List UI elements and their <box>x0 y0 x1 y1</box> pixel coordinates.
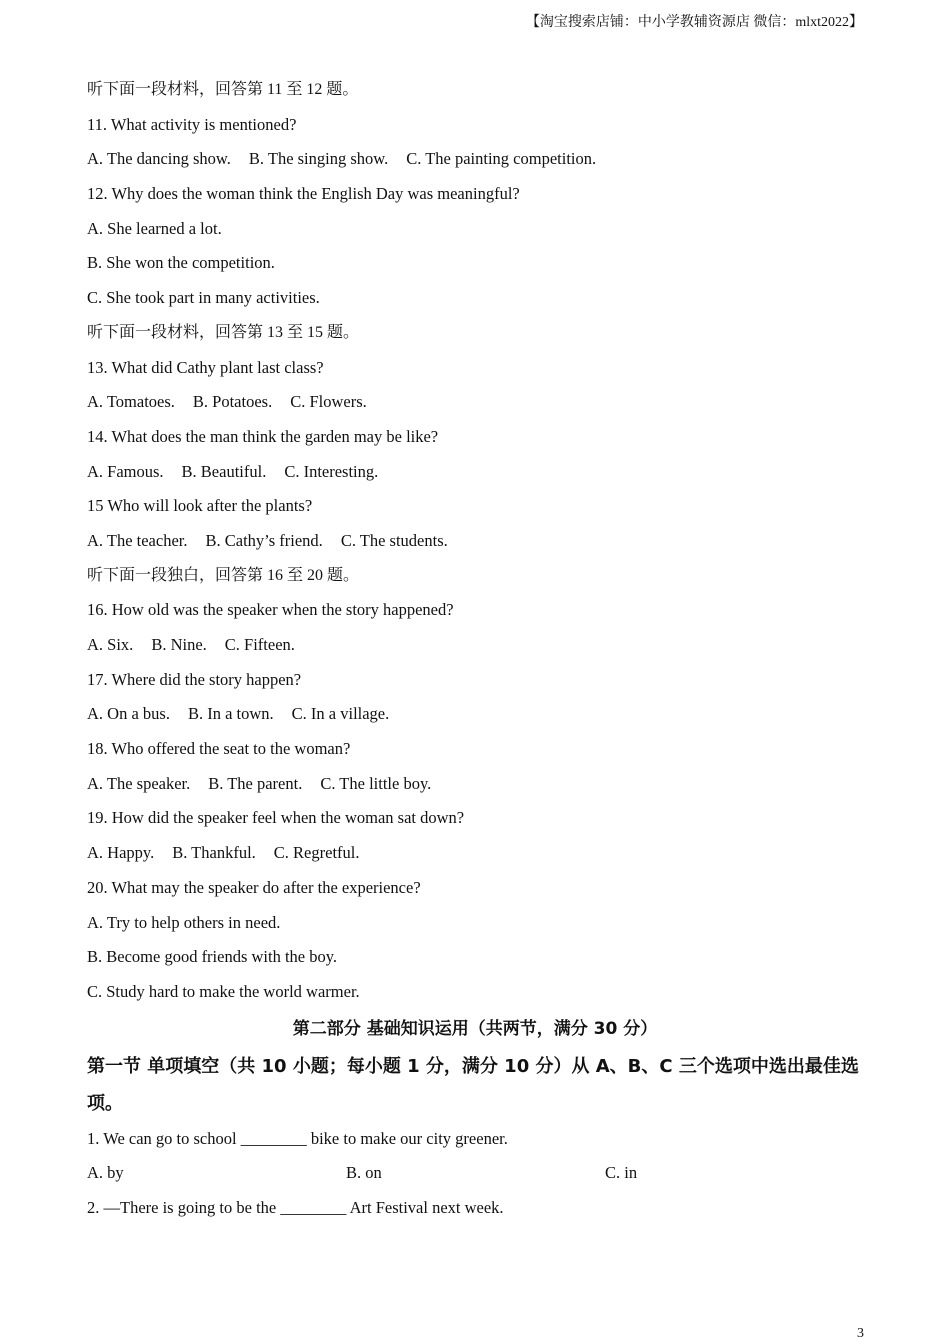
option-b: B. on <box>346 1163 382 1183</box>
option-c: C. Regretful. <box>273 843 360 863</box>
instruction-line: 听下面一段材料，回答第 11 至 12 题。 <box>87 81 359 98</box>
question-line: 14. What does the man think the garden may be like? <box>87 426 439 446</box>
question-line: C. Study hard to make the world warmer. <box>87 981 360 1001</box>
single-choice-section <box>87 1122 863 1226</box>
question-line: A. Try to help others in need. <box>87 912 281 932</box>
question-line: 19. How did the speaker feel when the woman sat down? <box>87 808 465 828</box>
question-line: C. She took part in many activities. <box>87 288 320 308</box>
question-line: 2. —There is going to be the ________ Art Festival next week. <box>87 1197 504 1217</box>
option-c: C. The little boy. <box>320 773 432 793</box>
question-line: 12. Why does the woman think the English Day was meaningful? <box>87 184 520 204</box>
instruction-line: 听下面一段独白，回答第 16 至 20 题。 <box>87 566 360 584</box>
question-line: 16. How old was the speaker when the story happened? <box>87 600 454 620</box>
option-c: C. Fifteen. <box>224 635 295 654</box>
question-line: B. Become good friends with the boy. <box>87 947 338 967</box>
options-line <box>87 836 863 871</box>
section-one-title: 第一节 单项填空（共 10 小题；每小题 1 分，满分 10 分）从 A、B、C 三个选项中选出最佳选项。 <box>87 1055 859 1114</box>
instruction-line: 听下面一段材料，回答第 13 至 15 题。 <box>87 323 360 341</box>
question-line: 20. What may the speaker do after the experience? <box>87 877 421 897</box>
listening-section <box>87 73 863 1010</box>
question-line: 18. Who offered the seat to the woman? <box>87 739 351 759</box>
option-b: B. The singing show. <box>248 149 389 169</box>
page-number: 3 <box>857 1326 864 1341</box>
options-line <box>87 628 863 663</box>
option-c: C. Interesting. <box>284 461 379 481</box>
option-b: B. Cathy’s friend. <box>205 530 323 550</box>
option-b: B. In a town. <box>187 704 274 724</box>
option-c: C. The students. <box>340 530 448 550</box>
options-line <box>87 697 863 732</box>
option-a: A. Famous. <box>87 461 164 481</box>
options-line <box>87 385 863 420</box>
option-b: B. Potatoes. <box>192 392 273 412</box>
question-line: 13. What did Cathy plant last class? <box>87 357 324 377</box>
question-line: 17. Where did the story happen? <box>87 669 302 689</box>
options-line <box>87 455 863 490</box>
option-b: B. Thankful. <box>172 843 256 863</box>
question-line: 1. We can go to school ________ bike to make our city greener. <box>87 1128 508 1148</box>
option-a: A. Six. <box>87 635 134 654</box>
exam-content <box>87 73 863 1226</box>
option-c: C. The painting competition. <box>406 149 597 169</box>
option-a: A. by <box>87 1163 124 1183</box>
option-a: A. The dancing show. <box>87 149 231 169</box>
option-a: A. Tomatoes. <box>87 392 175 412</box>
option-b: B. Beautiful. <box>181 461 267 481</box>
option-c: C. In a village. <box>291 704 390 724</box>
option-a: A. Happy. <box>87 843 155 863</box>
options-line <box>87 1156 863 1191</box>
option-c: C. Flowers. <box>290 392 367 412</box>
options-line <box>87 524 863 559</box>
question-line: B. She won the competition. <box>87 253 275 273</box>
option-c: C. in <box>605 1163 638 1183</box>
option-b: B. The parent. <box>208 773 303 793</box>
options-line <box>87 767 863 802</box>
option-a: A. The speaker. <box>87 773 191 793</box>
option-b: B. Nine. <box>151 635 207 654</box>
question-line: 15 Who will look after the plants? <box>87 496 313 516</box>
options-line <box>87 142 863 177</box>
page-header-watermark: 【淘宝搜索店铺：中小学教辅资源店 微信：mlxt2022】 <box>525 15 863 30</box>
option-a: A. On a bus. <box>87 704 170 724</box>
part-two-title: 第二部分 基础知识运用（共两节，满分 30 分） <box>292 1018 658 1039</box>
question-line: 11. What activity is mentioned? <box>87 114 297 134</box>
question-line: A. She learned a lot. <box>87 218 222 238</box>
option-a: A. The teacher. <box>87 530 188 550</box>
